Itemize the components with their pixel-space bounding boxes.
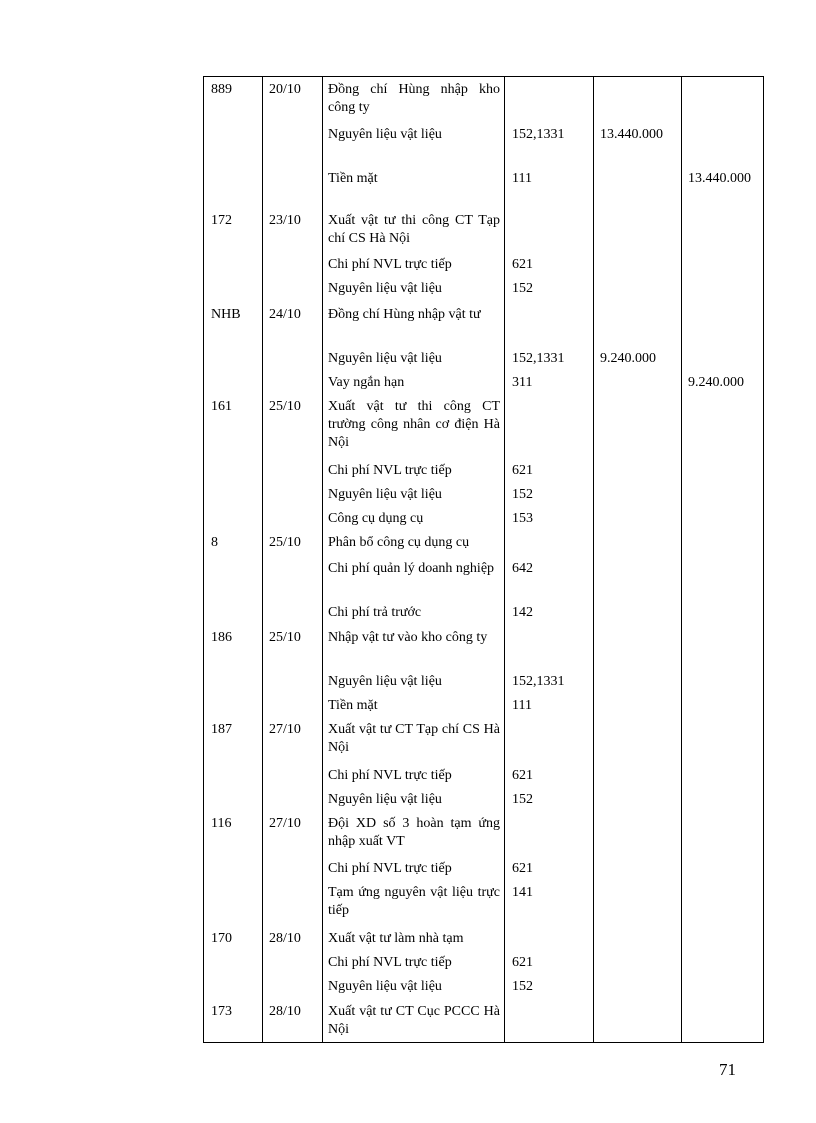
- cell-desc: Chi phí quản lý doanh nghiệp: [328, 561, 495, 576]
- cell-credit: 9.240.000: [688, 375, 744, 390]
- page-number: 71: [719, 1060, 736, 1079]
- cell-desc: Nguyên liệu vật liệu: [328, 487, 442, 502]
- cell-desc: Nguyên liệu vật liệu: [328, 281, 442, 296]
- cell-date: 27/10: [269, 722, 301, 737]
- cell-date: 25/10: [269, 399, 301, 414]
- cell-date: 28/10: [269, 931, 301, 946]
- cell-date: 27/10: [269, 816, 301, 831]
- cell-no: 889: [211, 82, 232, 97]
- cell-debit: 9.240.000: [600, 351, 656, 366]
- cell-no: 187: [211, 722, 232, 737]
- cell-desc: Chi phí NVL trực tiếp: [328, 861, 452, 876]
- column-divider: [322, 77, 323, 1042]
- cell-desc: Nhập vật tư vào kho công ty: [328, 630, 488, 645]
- journal-table: [203, 76, 764, 1043]
- cell-no: 161: [211, 399, 232, 414]
- column-divider: [504, 77, 505, 1042]
- cell-desc: Nguyên liệu vật liệu: [328, 979, 442, 994]
- cell-desc: Xuất vật tư thi công CT trường công nhân cơ điện Hà Nội: [328, 399, 500, 450]
- cell-acc: 111: [512, 171, 532, 186]
- cell-acc: 621: [512, 257, 533, 272]
- cell-acc: 311: [512, 375, 533, 390]
- cell-credit: 13.440.000: [688, 171, 751, 186]
- cell-desc: Phân bổ công cụ dụng cụ: [328, 535, 470, 550]
- cell-desc: Tạm ứng nguyên vật liệu trực tiếp: [328, 885, 500, 918]
- cell-acc: 621: [512, 768, 533, 783]
- cell-desc: Tiền mặt: [328, 171, 378, 186]
- cell-acc: 621: [512, 463, 533, 478]
- cell-date: 28/10: [269, 1004, 301, 1019]
- cell-desc: Xuất vật tư làm nhà tạm: [328, 931, 464, 946]
- cell-no: NHB: [211, 307, 241, 322]
- cell-acc: 621: [512, 861, 533, 876]
- cell-no: 8: [211, 535, 218, 550]
- cell-acc: 153: [512, 511, 533, 526]
- cell-desc: Chi phí NVL trực tiếp: [328, 955, 452, 970]
- cell-acc: 621: [512, 955, 533, 970]
- cell-no: 172: [211, 213, 232, 228]
- cell-date: 25/10: [269, 535, 301, 550]
- cell-acc: 152: [512, 979, 533, 994]
- cell-desc: Vay ngắn hạn: [328, 375, 405, 390]
- cell-date: 25/10: [269, 630, 301, 645]
- cell-acc: 152,1331: [512, 674, 565, 689]
- cell-no: 170: [211, 931, 232, 946]
- cell-desc: Đồng chí Hùng nhập kho công ty: [328, 82, 500, 115]
- cell-acc: 152: [512, 487, 533, 502]
- cell-date: 24/10: [269, 307, 301, 322]
- cell-desc: Tiền mặt: [328, 698, 378, 713]
- cell-debit: 13.440.000: [600, 127, 663, 142]
- cell-no: 186: [211, 630, 232, 645]
- cell-desc: Chi phí trả trước: [328, 605, 422, 620]
- cell-desc: Nguyên liệu vật liệu: [328, 674, 442, 689]
- cell-desc: Công cụ dụng cụ: [328, 511, 424, 526]
- cell-acc: 152,1331: [512, 127, 565, 142]
- cell-date: 20/10: [269, 82, 301, 97]
- cell-acc: 142: [512, 605, 533, 620]
- cell-desc: Chi phí NVL trực tiếp: [328, 463, 452, 478]
- cell-desc: Xuất vật tư CT Cục PCCC Hà Nội: [328, 1004, 500, 1037]
- cell-acc: 141: [512, 885, 533, 900]
- cell-desc: Xuất vật tư CT Tạp chí CS Hà Nội: [328, 722, 500, 755]
- cell-acc: 152: [512, 792, 533, 807]
- cell-desc: Nguyên liệu vật liệu: [328, 351, 442, 366]
- cell-desc: Nguyên liệu vật liệu: [328, 127, 442, 142]
- cell-desc: Đội XD số 3 hoàn tạm ứng nhập xuất VT: [328, 816, 500, 849]
- cell-acc: 152,1331: [512, 351, 565, 366]
- cell-acc: 152: [512, 281, 533, 296]
- column-divider: [681, 77, 682, 1042]
- cell-date: 23/10: [269, 213, 301, 228]
- column-divider: [262, 77, 263, 1042]
- cell-desc: Chi phí NVL trực tiếp: [328, 257, 452, 272]
- cell-desc: Nguyên liệu vật liệu: [328, 792, 442, 807]
- column-divider: [593, 77, 594, 1042]
- cell-acc: 642: [512, 561, 533, 576]
- cell-desc: Chi phí NVL trực tiếp: [328, 768, 452, 783]
- cell-no: 116: [211, 816, 232, 831]
- cell-desc: Đồng chí Hùng nhập vật tư: [328, 307, 481, 322]
- cell-no: 173: [211, 1004, 232, 1019]
- cell-desc: Xuất vật tư thi công CT Tạp chí CS Hà Nội: [328, 213, 500, 246]
- cell-acc: 111: [512, 698, 532, 713]
